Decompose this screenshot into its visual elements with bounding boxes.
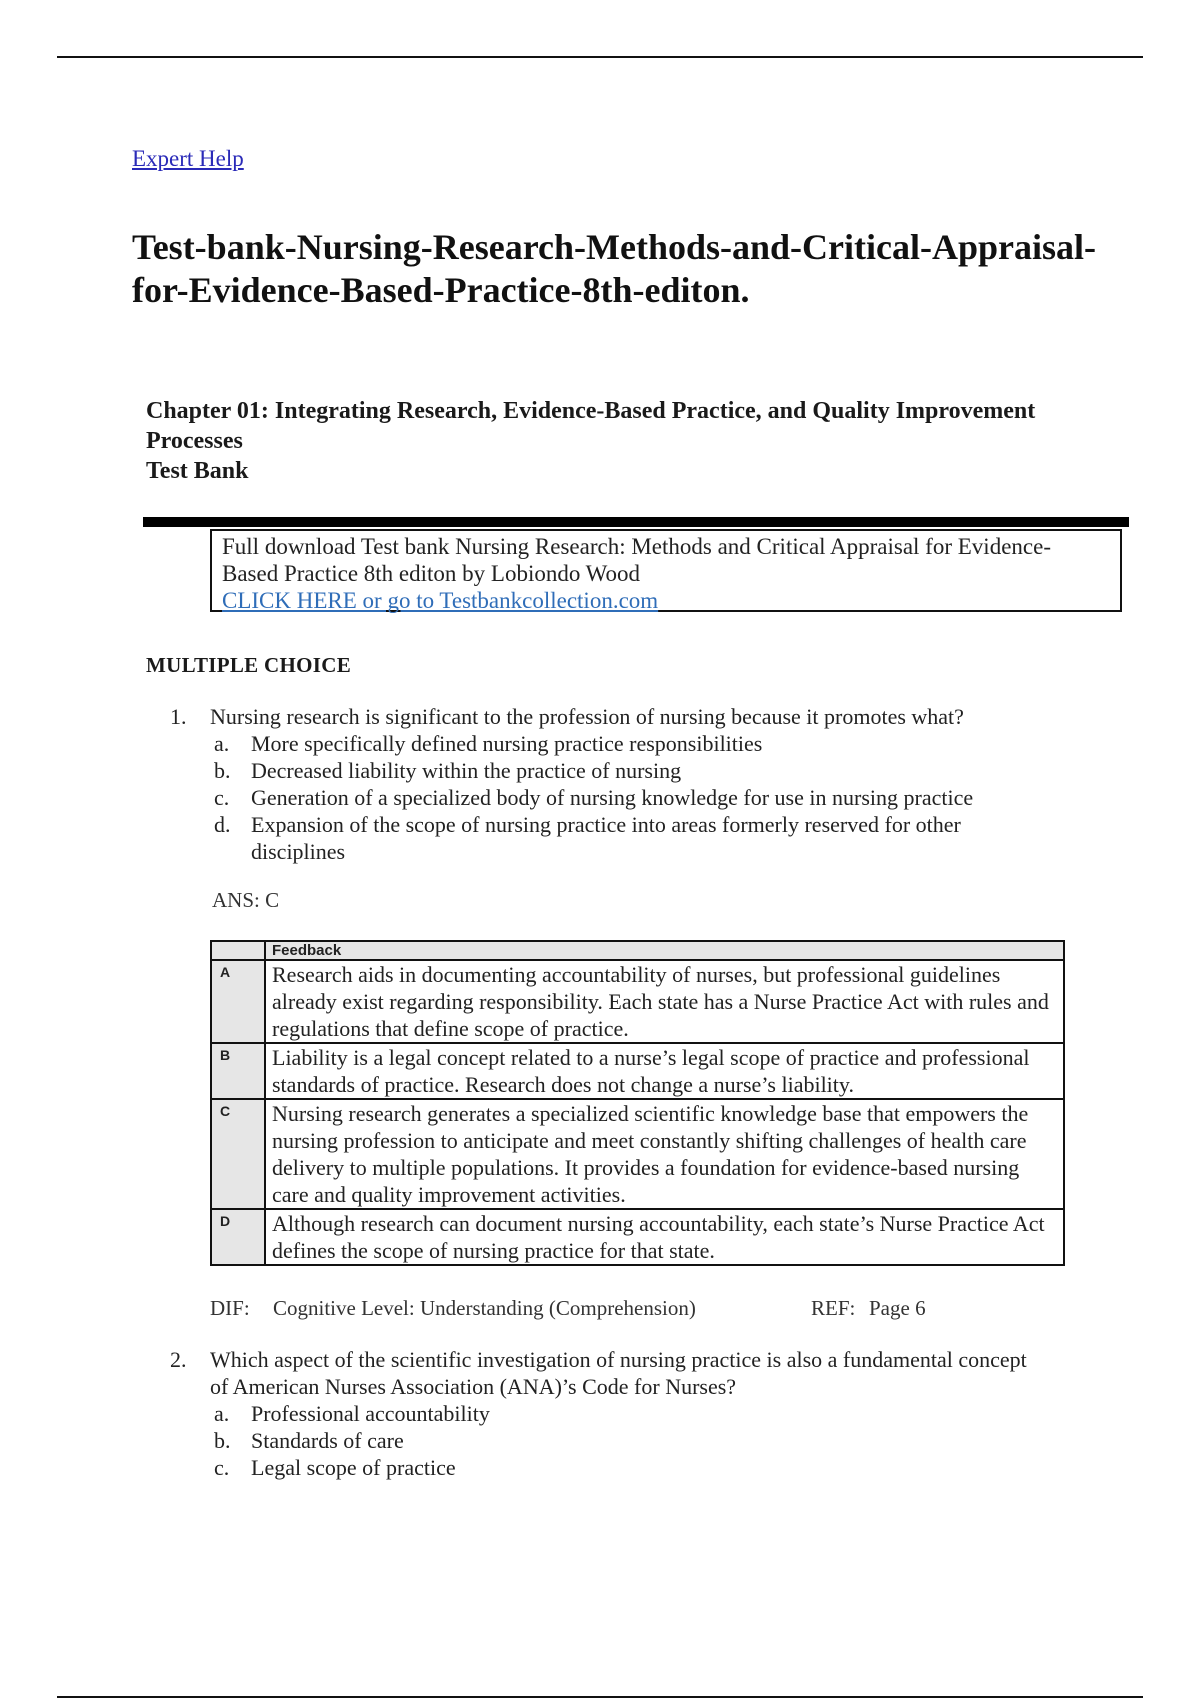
feedback-row [211,1043,1064,1099]
chapter-heading [146,396,1146,486]
feedback-row [211,1099,1064,1209]
option-letter: b. [214,758,231,783]
feedback-text: Liability is a legal concept related to a nurse’s legal scope of practice and professional standards of practice. Research does not change a nurse’s liability. [265,1043,1064,1099]
option-text: Legal scope of practice [251,1455,456,1480]
feedback-header-row [211,941,1064,960]
chapter-subtitle: Test Bank [146,458,249,484]
feedback-letter: A [211,960,265,1043]
feedback-letter: B [211,1043,265,1099]
chapter-title-line-2: Processes [146,428,243,454]
answer-option [214,1400,1070,1427]
expert-help-link[interactable]: Expert Help [132,146,244,171]
feedback-text: Although research can document nursing accountability, each state’s Nurse Practice Act defines the scope of nursing practice for that state. [265,1209,1064,1265]
document-title-line-2: for-Evidence-Based-Practice-8th-editon. [132,270,750,310]
answer-option [214,757,1070,784]
difficulty-label: DIF: [210,1296,250,1320]
document-title-line-1: Test-bank-Nursing-Research-Methods-and-Critical-Appraisal- [132,227,1097,267]
section-divider [143,517,1129,527]
download-notice-line-1: Full download Test bank Nursing Research: Methods and Critical Appraisal for Evidence- [222,534,1051,559]
option-letter: d. [214,812,231,837]
feedback-header: Feedback [265,941,1064,960]
option-text: Decreased liability within the practice of nursing [251,758,682,783]
download-link[interactable]: CLICK HERE or go to Testbankcollection.com [222,588,659,613]
feedback-text: Research aids in documenting accountability of nurses, but professional guidelines already exist regarding responsibility. Each state has a Nurse Practice Act with rules and regulations that define scope of practice. [265,960,1064,1043]
question-stem [170,703,1070,730]
download-notice-box [210,529,1122,612]
option-letter: a. [214,731,230,756]
answer-option [214,1427,1070,1454]
answer-option [214,730,1070,757]
option-text: More specifically defined nursing practice responsibilities [251,731,763,756]
feedback-letter: C [211,1099,265,1209]
difficulty-value: Cognitive Level: Understanding (Comprehension) [273,1296,696,1320]
option-text: Professional accountability [251,1401,490,1426]
question-number: 1. [170,704,187,729]
top-divider [57,56,1143,58]
reference-value: Page 6 [869,1296,926,1320]
feedback-letter: D [211,1209,265,1265]
option-letter: a. [214,1401,230,1426]
feedback-header-blank [211,941,265,960]
reference-label: REF: [811,1296,856,1320]
option-letter: c. [214,1455,230,1480]
document-title [132,226,1142,312]
answer-option [214,811,1070,865]
question-stem [170,1346,1070,1400]
question-metadata [210,1296,926,1321]
question-text: Nursing research is significant to the profession of nursing because it promotes what? [210,704,964,729]
answer-key: ANS: C [212,888,280,912]
feedback-row [211,1209,1064,1265]
question-text: Which aspect of the scientific investigation of nursing practice is also a fundamental concept of American Nurses Association (ANA)’s Code for Nurses? [210,1347,1027,1399]
feedback-text: Nursing research generates a specialized scientific knowledge base that empowers the nursing profession to anticipate and meet constantly shifting challenges of health care delivery to multiple populations. It provides a foundation for evidence-based nursing care and quality improvement activities. [265,1099,1064,1209]
answer-option [214,784,1070,811]
feedback-table [210,940,1065,1266]
question-number: 2. [170,1347,187,1372]
download-notice-line-2: Based Practice 8th editon by Lobiondo Wood [222,561,641,586]
option-text: Standards of care [251,1428,404,1453]
answer-option [214,1454,1070,1481]
question-2 [170,1346,1070,1481]
bottom-divider [57,1696,1143,1698]
option-text: Expansion of the scope of nursing practice into areas formerly reserved for other disciplines [251,812,961,864]
option-text: Generation of a specialized body of nursing knowledge for use in nursing practice [251,785,974,810]
chapter-title-line-1: Chapter 01: Integrating Research, Evidence-Based Practice, and Quality Improvement [146,398,1036,424]
question-1 [170,703,1070,865]
feedback-row [211,960,1064,1043]
option-letter: c. [214,785,230,810]
option-letter: b. [214,1428,231,1453]
section-heading: MULTIPLE CHOICE [146,653,352,677]
